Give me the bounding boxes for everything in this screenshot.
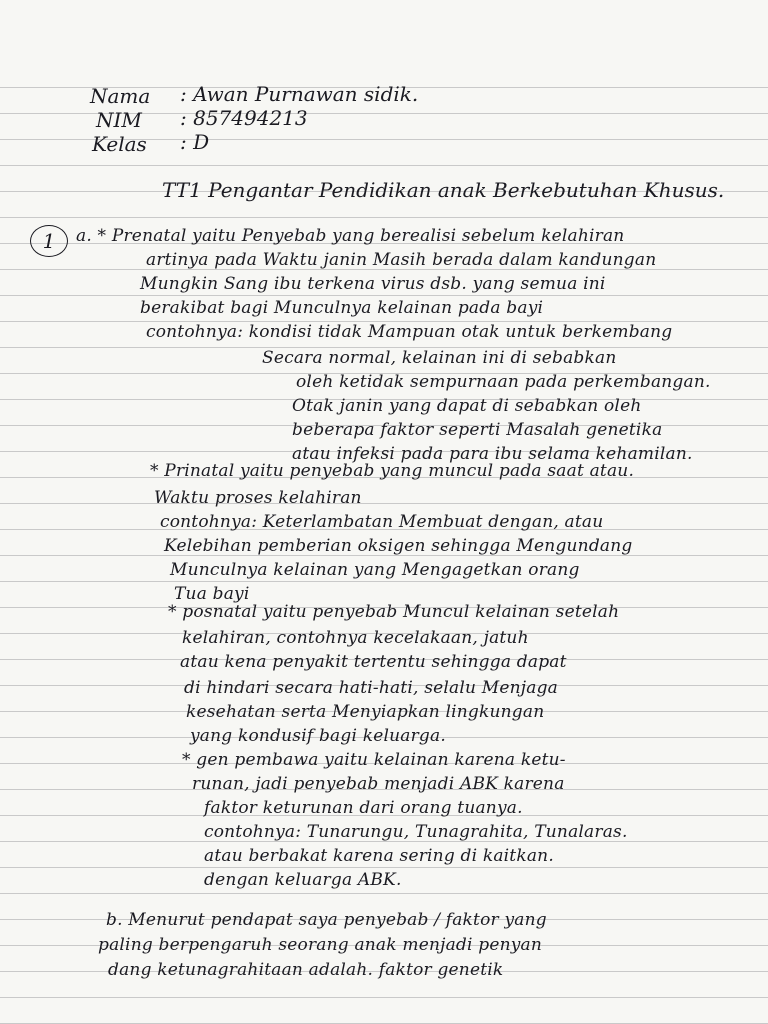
- page-top-margin: [0, 0, 768, 62]
- handwritten-line: artinya pada Waktu janin Masih berada dalam kandungan: [146, 250, 657, 270]
- handwritten-line: faktor keturunan dari orang tuanya.: [204, 798, 523, 818]
- handwritten-line: atau infeksi pada para ibu selama kehamilan.: [292, 444, 693, 464]
- handwritten-line: * gen pembawa yaitu kelainan karena ketu-: [182, 750, 566, 770]
- name-label: Nama: [90, 84, 151, 108]
- kelas-value: : D: [180, 130, 210, 154]
- handwritten-line: dengan keluarga ABK.: [204, 870, 402, 890]
- handwritten-line: Secara normal, kelainan ini di sebabkan: [262, 348, 617, 368]
- handwritten-line: berakibat bagi Munculnya kelainan pada bayi: [140, 298, 544, 318]
- handwritten-line: Waktu proses kelahiran: [154, 488, 362, 508]
- handwritten-line: paling berpengaruh seorang anak menjadi penyan: [98, 935, 543, 955]
- handwritten-line: di hindari secara hati-hati, selalu Menjaga: [184, 678, 558, 698]
- handwritten-line: contohnya: Tunarungu, Tunagrahita, Tunalaras.: [204, 822, 628, 842]
- handwritten-line: Kelebihan pemberian oksigen sehingga Mengundang: [164, 536, 633, 556]
- handwritten-line: Mungkin Sang ibu terkena virus dsb. yang semua ini: [140, 274, 606, 294]
- handwritten-line: contohnya: Keterlambatan Membuat dengan, atau: [160, 512, 604, 532]
- handwritten-line: dang ketunagrahitaan adalah. faktor genetik: [108, 960, 504, 980]
- handwritten-line: yang kondusif bagi keluarga.: [190, 726, 446, 746]
- handwritten-line: atau berbakat karena sering di kaitkan.: [204, 846, 554, 866]
- handwritten-line: b. Menurut pendapat saya penyebab / faktor yang: [106, 910, 547, 930]
- handwritten-line: Otak janin yang dapat di sebabkan oleh: [292, 396, 642, 416]
- nim-value: : 857494213: [180, 106, 308, 130]
- kelas-label: Kelas: [92, 132, 147, 156]
- handwritten-line: beberapa faktor seperti Masalah genetika: [292, 420, 663, 440]
- handwritten-line: contohnya: kondisi tidak Mampuan otak untuk berkembang: [146, 322, 673, 342]
- handwritten-line: atau kena penyakit tertentu sehingga dapat: [180, 652, 567, 672]
- nim-label: NIM: [96, 108, 142, 132]
- handwritten-line: kelahiran, contohnya kecelakaan, jatuh: [182, 628, 529, 648]
- handwritten-line: kesehatan serta Menyiapkan lingkungan: [186, 702, 545, 722]
- name-value: : Awan Purnawan sidik.: [180, 82, 419, 106]
- question-number-text: 1: [42, 229, 56, 253]
- handwritten-line: * posnatal yaitu penyebab Muncul kelainan setelah: [168, 602, 620, 622]
- handwritten-line: * Prinatal yaitu penyebab yang muncul pada saat atau.: [150, 461, 635, 481]
- question-number: [30, 225, 68, 257]
- handwritten-line: Munculnya kelainan yang Mengagetkan orang: [170, 560, 580, 580]
- page-title: TT1 Pengantar Pendidikan anak Berkebutuhan Khusus.: [162, 178, 725, 202]
- handwritten-line: oleh ketidak sempurnaan pada perkembangan.: [296, 372, 711, 392]
- handwritten-line: a. * Prenatal yaitu Penyebab yang berealisi sebelum kelahiran: [76, 226, 625, 246]
- handwritten-line: runan, jadi penyebab menjadi ABK karena: [192, 774, 565, 794]
- handwritten-line: Tua bayi: [174, 584, 250, 604]
